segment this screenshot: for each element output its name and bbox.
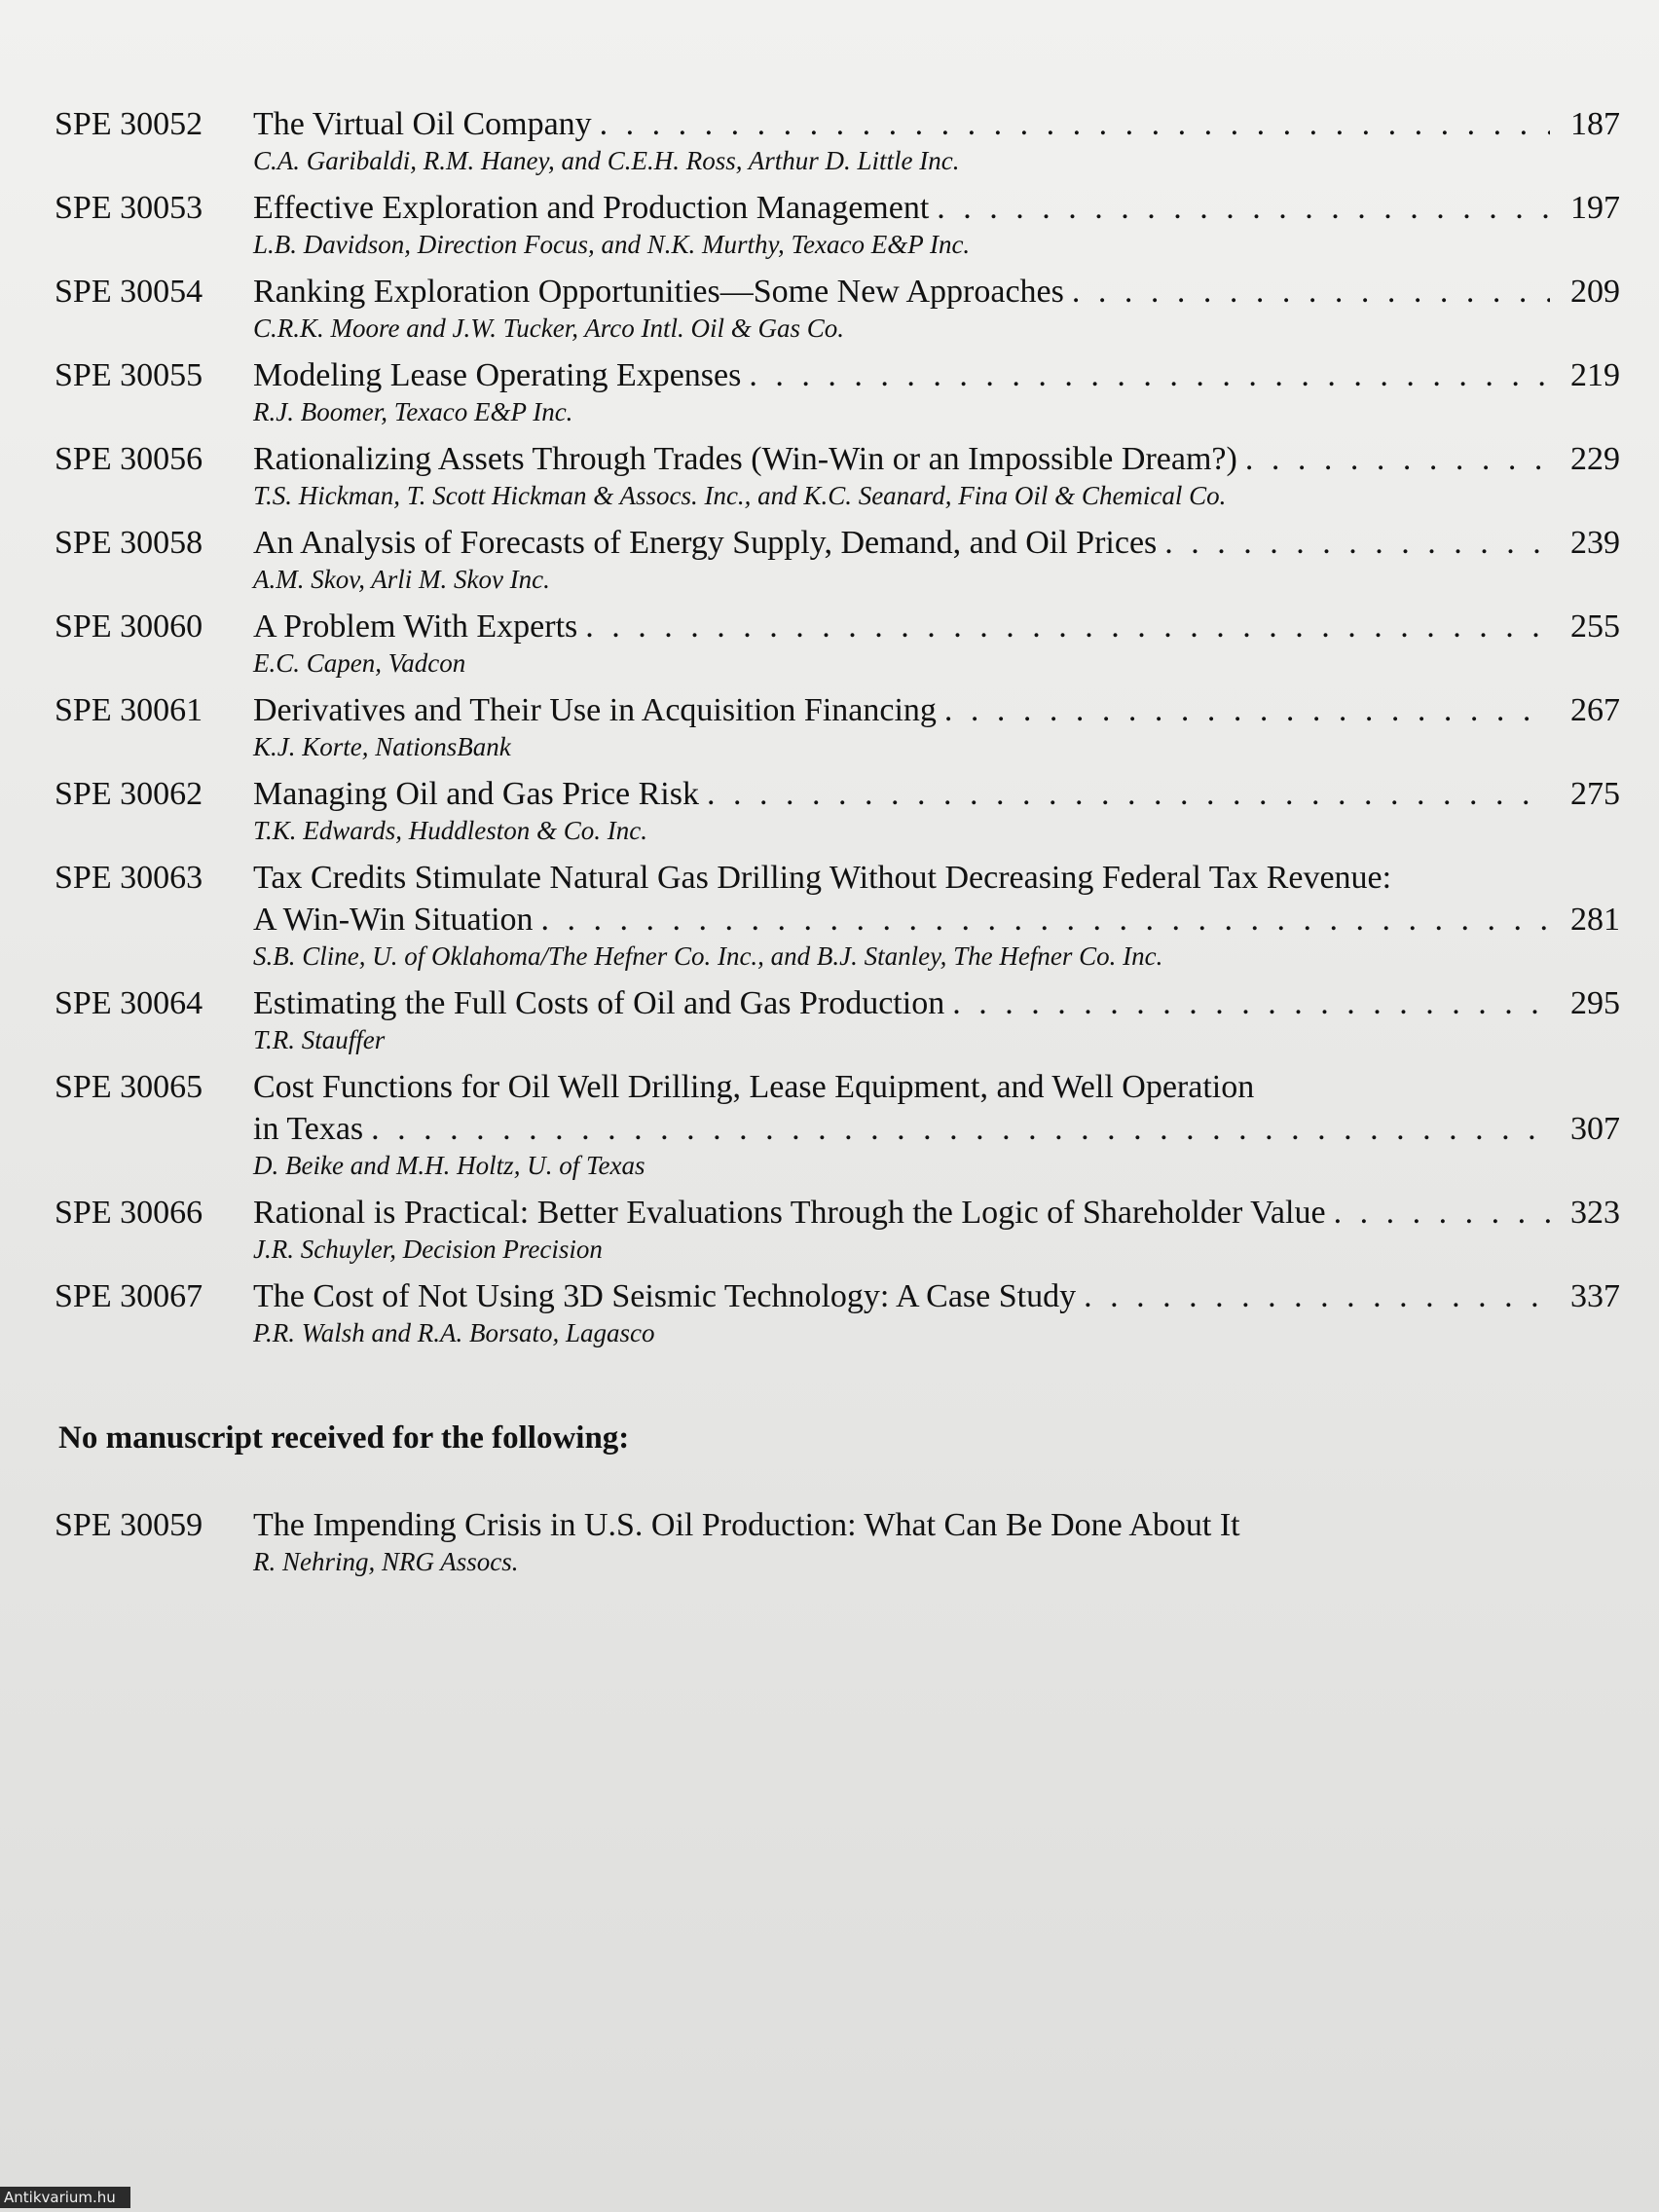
page-number: 229 (1570, 441, 1620, 477)
page-number: 275 (1570, 776, 1620, 812)
entry-body (253, 1192, 1620, 1265)
page-number: 187 (1570, 106, 1620, 142)
entry-authors: T.S. Hickman, T. Scott Hickman & Assocs. Inc., and K.C. Seanard, Fina Oil & Chemical Co. (253, 481, 1227, 510)
page-number: 209 (1570, 274, 1620, 310)
entry-body (253, 773, 1620, 846)
entry-body (253, 689, 1620, 762)
contents-list (55, 103, 1620, 1359)
dot-leader (749, 354, 1550, 396)
contents-entry (55, 103, 1620, 176)
entry-title: The Virtual Oil Company (253, 106, 592, 142)
entry-title: Rational is Practical: Better Evaluations Through the Logic of Shareholder Value (253, 1195, 1326, 1231)
entry-title-line (253, 899, 1620, 940)
dot-leader (371, 1108, 1550, 1150)
entry-title-line (253, 857, 1620, 899)
entry-body (253, 982, 1620, 1055)
dot-leader (952, 982, 1550, 1024)
spe-number: SPE 30066 (55, 1195, 203, 1231)
contents-entry (55, 982, 1620, 1055)
entry-title: The Impending Crisis in U.S. Oil Production: What Can Be Done About It (253, 1507, 1240, 1543)
entry-authors: P.R. Walsh and R.A. Borsato, Lagasco (253, 1318, 655, 1347)
page-number: 255 (1570, 608, 1620, 645)
entry-body (253, 522, 1620, 595)
no-manuscript-heading: No manuscript received for the following: (58, 1420, 630, 1456)
entry-authors: T.K. Edwards, Huddleston & Co. Inc. (253, 816, 648, 845)
contents-entry (55, 1275, 1620, 1348)
entry-title: Cost Functions for Oil Well Drilling, Lease Equipment, and Well Operation (253, 1069, 1255, 1105)
entry-title-line (253, 1275, 1620, 1317)
spe-number: SPE 30067 (55, 1278, 203, 1314)
entry-authors: C.A. Garibaldi, R.M. Haney, and C.E.H. Ross, Arthur D. Little Inc. (253, 146, 960, 175)
entry-title: An Analysis of Forecasts of Energy Supply, Demand, and Oil Prices (253, 525, 1158, 561)
dot-leader (1084, 1275, 1550, 1317)
dot-leader (585, 606, 1550, 647)
dot-leader (541, 899, 1550, 940)
entry-title-line (253, 1108, 1620, 1150)
dot-leader (600, 103, 1550, 145)
page-number: 337 (1570, 1278, 1620, 1314)
entry-title: Estimating the Full Costs of Oil and Gas Production (253, 985, 945, 1021)
entry-body (253, 1504, 1620, 1577)
entry-body (253, 1275, 1620, 1348)
entry-authors: L.B. Davidson, Direction Focus, and N.K. Murthy, Texaco E&P Inc. (253, 230, 971, 259)
contents-entry (55, 606, 1620, 679)
entry-title-line (253, 438, 1620, 480)
page-number: 281 (1570, 902, 1620, 938)
contents-entry (55, 1504, 1620, 1577)
page-number: 197 (1570, 190, 1620, 226)
entry-authors: C.R.K. Moore and J.W. Tucker, Arco Intl. Oil & Gas Co. (253, 313, 844, 343)
spe-number: SPE 30053 (55, 190, 203, 226)
entry-title-line (253, 982, 1620, 1024)
dot-leader (1245, 438, 1550, 480)
contents-entry (55, 522, 1620, 595)
contents-entry (55, 354, 1620, 427)
entry-authors: J.R. Schuyler, Decision Precision (253, 1235, 603, 1264)
entry-body (253, 187, 1620, 260)
entry-authors: S.B. Cline, U. of Oklahoma/The Hefner Co. Inc., and B.J. Stanley, The Hefner Co. Inc. (253, 941, 1163, 971)
page-number: 295 (1570, 985, 1620, 1021)
page-number: 323 (1570, 1195, 1620, 1231)
entry-title: A Win-Win Situation (253, 902, 534, 938)
spe-number: SPE 30058 (55, 525, 203, 561)
spe-number: SPE 30065 (55, 1069, 203, 1105)
entry-body (253, 271, 1620, 344)
entry-title: Effective Exploration and Production Management (253, 190, 930, 226)
entry-authors: A.M. Skov, Arli M. Skov Inc. (253, 565, 550, 594)
watermark-logo: Antikvarium.hu (0, 2187, 130, 2208)
entry-authors: K.J. Korte, NationsBank (253, 732, 511, 761)
entry-title-line (253, 773, 1620, 815)
contents-entry (55, 438, 1620, 511)
entry-authors: R. Nehring, NRG Assocs. (253, 1547, 519, 1576)
entry-body (253, 1066, 1620, 1181)
entry-authors: D. Beike and M.H. Holtz, U. of Texas (253, 1151, 645, 1180)
entry-body (253, 438, 1620, 511)
page-number: 267 (1570, 692, 1620, 728)
entry-title: Managing Oil and Gas Price Risk (253, 776, 699, 812)
entry-title: Derivatives and Their Use in Acquisition Financing (253, 692, 937, 728)
dot-leader (1072, 271, 1550, 313)
entry-title-line (253, 187, 1620, 229)
spe-number: SPE 30063 (55, 860, 203, 896)
entry-title-line (253, 522, 1620, 564)
page-number: 219 (1570, 357, 1620, 393)
dot-leader (1164, 522, 1550, 564)
dot-leader (944, 689, 1550, 731)
entry-title: The Cost of Not Using 3D Seismic Technology: A Case Study (253, 1278, 1077, 1314)
spe-number: SPE 30062 (55, 776, 203, 812)
spe-number: SPE 30054 (55, 274, 203, 310)
entry-body (253, 103, 1620, 176)
entry-title: Rationalizing Assets Through Trades (Win-Win or an Impossible Dream?) (253, 441, 1237, 477)
entry-authors: T.R. Stauffer (253, 1025, 386, 1054)
entry-title: Tax Credits Stimulate Natural Gas Drilling Without Decreasing Federal Tax Revenue: (253, 860, 1392, 896)
contents-entry (55, 689, 1620, 762)
contents-entry (55, 187, 1620, 260)
spe-number: SPE 30060 (55, 608, 203, 645)
page-number: 239 (1570, 525, 1620, 561)
entry-title-line (253, 271, 1620, 313)
entry-authors: R.J. Boomer, Texaco E&P Inc. (253, 397, 573, 426)
entry-title-line (253, 1192, 1620, 1234)
entry-body (253, 354, 1620, 427)
entry-title: A Problem With Experts (253, 608, 578, 645)
spe-number: SPE 30061 (55, 692, 203, 728)
spe-number: SPE 30055 (55, 357, 203, 393)
entry-title: Modeling Lease Operating Expenses (253, 357, 742, 393)
dot-leader (937, 187, 1550, 229)
entry-title: in Texas (253, 1111, 364, 1147)
entry-authors: E.C. Capen, Vadcon (253, 648, 466, 678)
spe-number: SPE 30052 (55, 106, 203, 142)
entry-title-line (253, 103, 1620, 145)
spe-number: SPE 30064 (55, 985, 203, 1021)
contents-entry (55, 773, 1620, 846)
no-manuscript-entry (55, 1504, 1620, 1588)
entry-title-line (253, 606, 1620, 647)
entry-title-line (253, 1066, 1620, 1108)
contents-entry (55, 857, 1620, 972)
entry-title-line (253, 354, 1620, 396)
contents-entry (55, 271, 1620, 344)
entry-title-line (253, 689, 1620, 731)
page-number: 307 (1570, 1111, 1620, 1147)
contents-entry (55, 1066, 1620, 1181)
dot-leader (707, 773, 1550, 815)
spe-number: SPE 30059 (55, 1507, 203, 1543)
entry-body (253, 857, 1620, 972)
contents-entry (55, 1192, 1620, 1265)
spe-number: SPE 30056 (55, 441, 203, 477)
entry-title: Ranking Exploration Opportunities—Some New Approaches (253, 274, 1064, 310)
entry-body (253, 606, 1620, 679)
dot-leader (1334, 1192, 1550, 1234)
